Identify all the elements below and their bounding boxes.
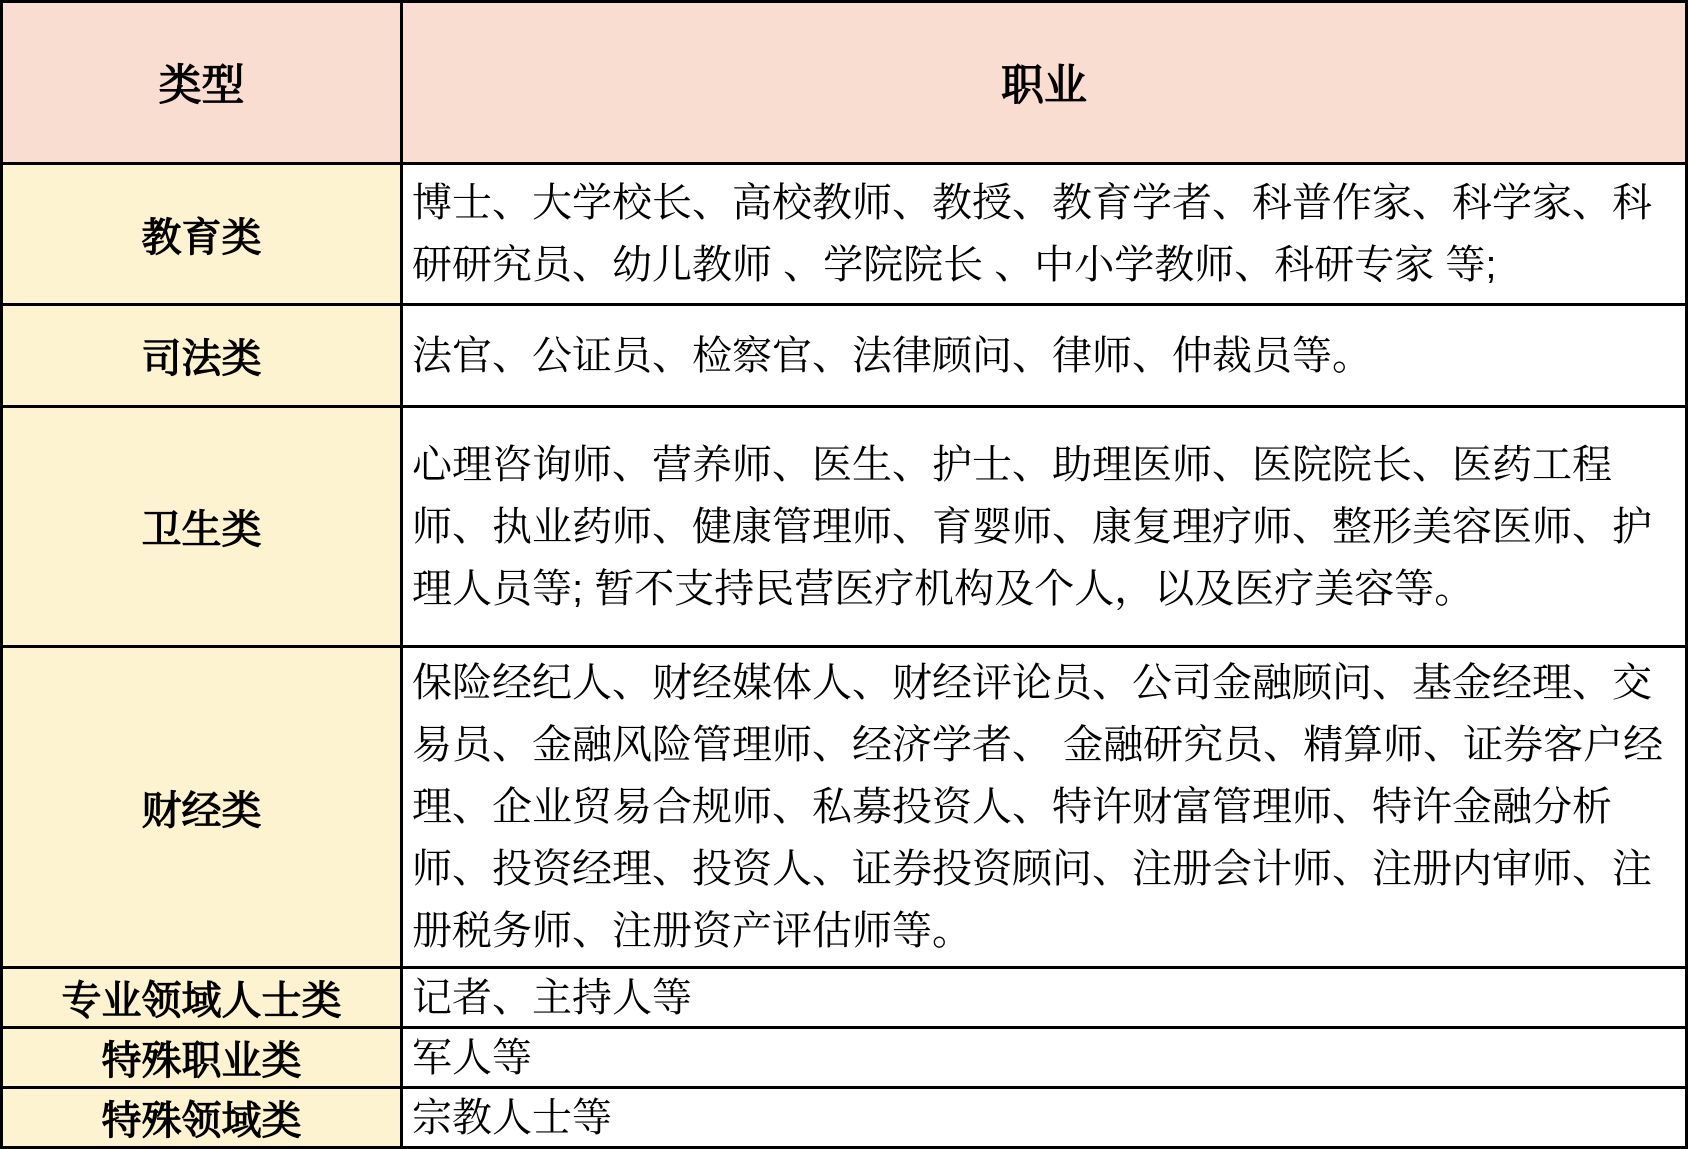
type-cell: 特殊领域类 xyxy=(2,1088,402,1148)
occupation-cell: 法官、公证员、检察官、法律顾问、律师、仲裁员等。 xyxy=(402,305,1687,407)
type-cell: 专业领域人士类 xyxy=(2,968,402,1028)
type-cell: 财经类 xyxy=(2,647,402,968)
occupation-cell: 宗教人士等 xyxy=(402,1088,1687,1148)
type-cell: 卫生类 xyxy=(2,407,402,647)
table-row xyxy=(2,1088,1687,1148)
type-cell: 特殊职业类 xyxy=(2,1028,402,1088)
table-row xyxy=(2,407,1687,647)
table-row xyxy=(2,305,1687,407)
occupation-cell: 保险经纪人、财经媒体人、财经评论员、公司金融顾问、基金经理、交易员、金融风险管理师、经济学者、 金融研究员、精算师、证券客户经理、企业贸易合规师、私募投资人、特许财富管理师、特许金融分析师、投资经理、投资人、证券投资顾问、注册会计师、注册内审师、注册税务师、注册资产评估师等。 xyxy=(402,647,1687,968)
occupation-cell: 博士、大学校长、高校教师、教授、教育学者、科普作家、科学家、科研研究员、幼儿教师 、学院院长 、中小学教师、科研专家 等; xyxy=(402,164,1687,305)
table-row xyxy=(2,968,1687,1028)
header-cell-type: 类型 xyxy=(2,2,402,164)
occupation-cell: 记者、主持人等 xyxy=(402,968,1687,1028)
occupation-cell: 军人等 xyxy=(402,1028,1687,1088)
table-row xyxy=(2,647,1687,968)
table-row xyxy=(2,1028,1687,1088)
type-cell: 教育类 xyxy=(2,164,402,305)
header-row xyxy=(2,2,1687,164)
header-cell-occupation: 职业 xyxy=(402,2,1687,164)
occupation-cell: 心理咨询师、营养师、医生、护士、助理医师、医院院长、医药工程师、执业药师、健康管理师、育婴师、康复理疗师、整形美容医师、护理人员等; 暂不支持民营医疗机构及个人，以及医疗美容等。 xyxy=(402,407,1687,647)
type-cell: 司法类 xyxy=(2,305,402,407)
table-row xyxy=(2,164,1687,305)
